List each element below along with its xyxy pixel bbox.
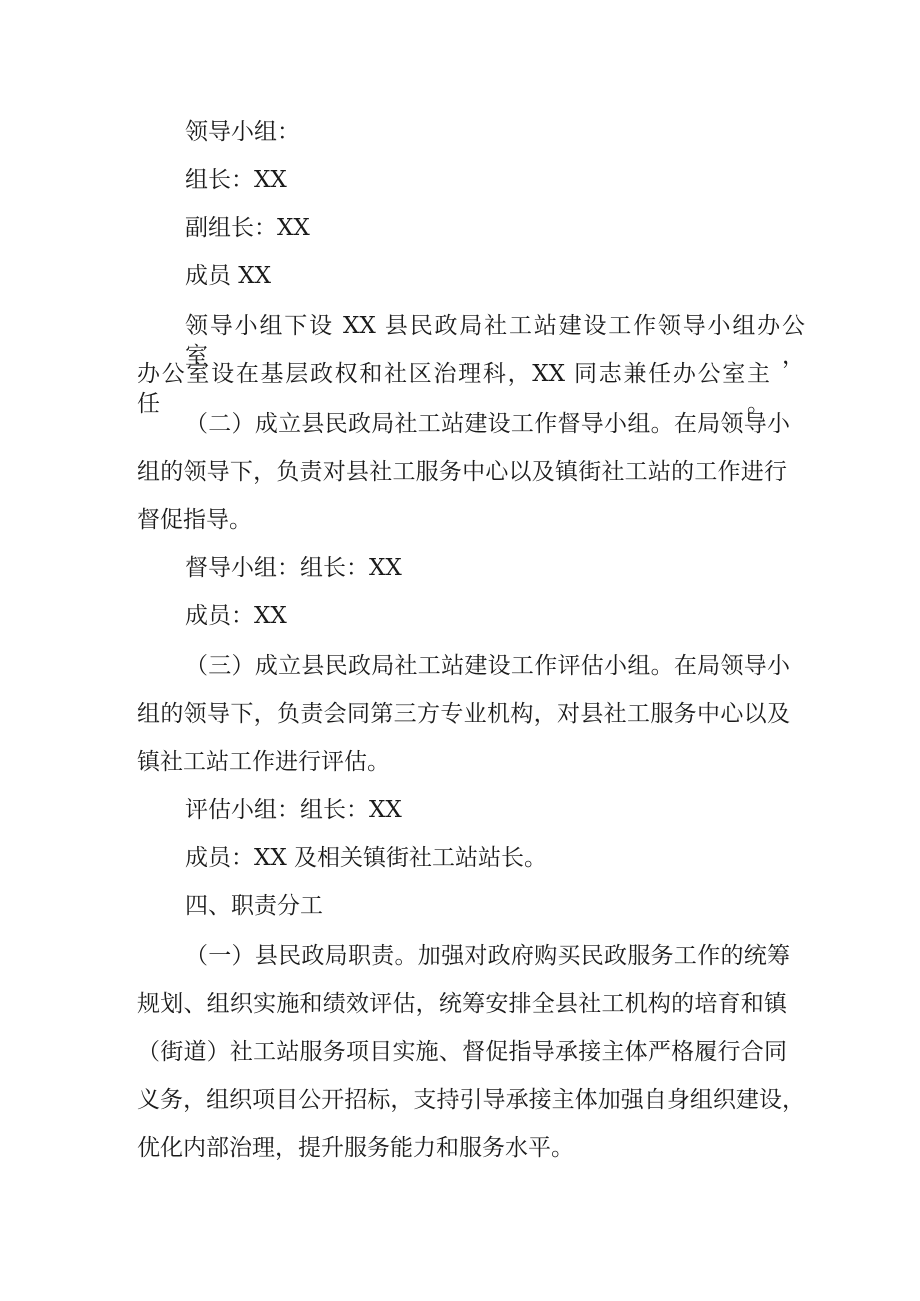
text-line: 评估小组：组长：XX (185, 797, 402, 823)
text-line: 办公室设在基层政权和社区治理科，XX 同志兼任办公室主任。 (137, 361, 770, 417)
text-line: 四、职责分工 (185, 893, 323, 919)
text-line: 组的领导下，负责会同第三方专业机构，对县社工服务中心以及 (137, 701, 790, 727)
text-line: 镇社工站工作进行评估。 (137, 749, 390, 775)
text-line: 督促指导。 (137, 507, 252, 533)
text-line: 组长：XX (185, 167, 287, 193)
text-line: （二）成立县民政局社工站建设工作督导小组。在局领导小 (185, 411, 790, 437)
text-line: 优化内部治理，提升服务能力和服务水平。 (137, 1135, 574, 1161)
text-line: （街道）社工站服务项目实施、督促指导承接主体严格履行合同 (137, 1039, 787, 1065)
text-line: 成员 XX (185, 263, 272, 289)
text-line: 组的领导下，负责对县社工服务中心以及镇街社工站的工作进行 (137, 459, 787, 485)
text-line: 领导小组： (185, 119, 300, 145)
text-line: 领导小组下设 XX 县民政局社工站建设工作领导小组办公室， (185, 313, 805, 369)
text-line: 副组长：XX (185, 215, 310, 241)
text-line: （一）县民政局职责。加强对政府购买民政服务工作的统筹 (185, 943, 790, 969)
text-line: 义务，组织项目公开招标，支持引导承接主体加强自身组织建设， (137, 1087, 805, 1113)
text-line: （三）成立县民政局社工站建设工作评估小组。在局领导小 (185, 653, 790, 679)
text-line: 规划、组织实施和绩效评估，统筹安排全县社工机构的培育和镇 (137, 991, 787, 1017)
text-line: 督导小组：组长：XX (185, 555, 402, 581)
text-line: 成员：XX (185, 603, 287, 629)
text-line: 成员：XX 及相关镇街社工站站长。 (185, 845, 548, 871)
